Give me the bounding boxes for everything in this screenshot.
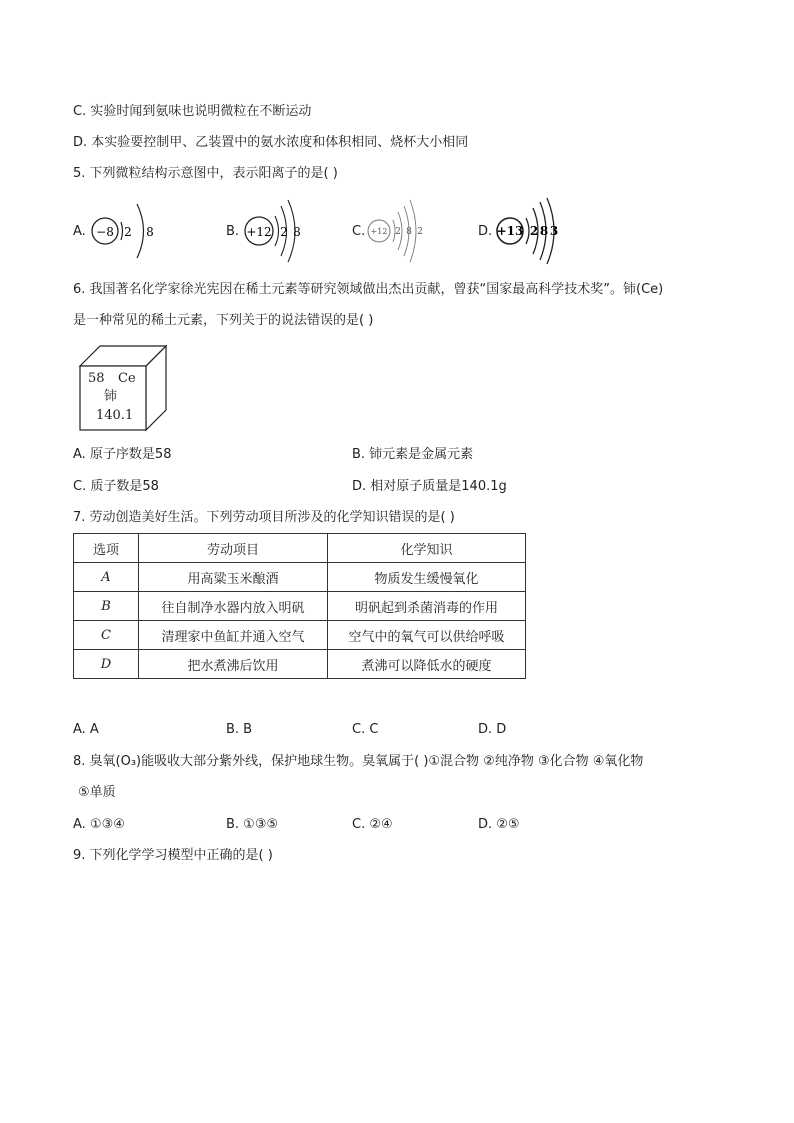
q7-option-c: C. C bbox=[352, 722, 379, 737]
table-cell: 煮沸可以降低水的硬度 bbox=[328, 650, 526, 679]
labor-chemistry-table bbox=[73, 533, 526, 679]
table-cell: A bbox=[74, 563, 139, 592]
q7-option-a: A. A bbox=[73, 722, 99, 737]
atom-diagram-d bbox=[494, 196, 568, 266]
table-row bbox=[74, 563, 526, 592]
question-8-line-1: 8. 臭氧(O₃)能吸收大部分紫外线，保护地球生物。臭氧属于( )①混合物 ②纯净物 ③化合物 ④氧化物 bbox=[73, 754, 644, 769]
q5-c-nucleus: +12 bbox=[370, 227, 388, 236]
q8-option-d: D. ②⑤ bbox=[478, 817, 520, 832]
table-cell: D bbox=[74, 650, 139, 679]
q5-d-shell-2: 8 bbox=[539, 224, 549, 238]
table-cell: 把水煮沸后饮用 bbox=[139, 650, 328, 679]
table-cell: 用高粱玉米酿酒 bbox=[139, 563, 328, 592]
element-name: 铈 bbox=[104, 389, 118, 404]
option-c-text: C. 实验时闻到氨味也说明微粒在不断运动 bbox=[73, 104, 312, 119]
table-header-cell: 选项 bbox=[74, 534, 139, 563]
table-cell: 清理家中鱼缸并通入空气 bbox=[139, 621, 328, 650]
table-cell: B bbox=[74, 592, 139, 621]
table-cell: 往自制净水器内放入明矾 bbox=[139, 592, 328, 621]
question-9: 9. 下列化学学习模型中正确的是( ) bbox=[73, 848, 273, 863]
q5-a-shell-1: 2 bbox=[124, 225, 132, 239]
q7-option-b: B. B bbox=[226, 722, 253, 737]
q6-option-d: D. 相对原子质量是140.1g bbox=[352, 479, 507, 494]
question-8-line-2: ⑤单质 bbox=[78, 785, 116, 800]
atom-diagram-b bbox=[242, 196, 312, 266]
q5-option-d-label: D. bbox=[478, 224, 493, 239]
atom-diagram-c bbox=[366, 196, 432, 266]
atom-diagram-a bbox=[88, 198, 168, 264]
q6-option-a: A. 原子序数是58 bbox=[73, 447, 172, 462]
question-7: 7. 劳动创造美好生活。下列劳动项目所涉及的化学知识错误的是( ) bbox=[73, 510, 455, 525]
q5-d-shell-3: 3 bbox=[549, 224, 559, 238]
q6-option-c: C. 质子数是58 bbox=[73, 479, 159, 494]
q5-a-nucleus: −8 bbox=[96, 225, 114, 239]
q5-option-b-label: B. bbox=[226, 224, 240, 239]
q5-option-a-label: A. bbox=[73, 224, 86, 239]
table-header-row bbox=[74, 534, 526, 563]
question-5: 5. 下列微粒结构示意图中，表示阳离子的是( ) bbox=[73, 166, 338, 181]
q5-c-shell-3: 2 bbox=[417, 227, 423, 237]
table-cell: 物质发生缓慢氧化 bbox=[328, 563, 526, 592]
q5-c-shell-1: 2 bbox=[395, 227, 401, 237]
q5-b-shell-1: 2 bbox=[280, 225, 288, 239]
element-symbol: Ce bbox=[118, 371, 136, 386]
table-header-cell: 劳动项目 bbox=[139, 534, 328, 563]
table-cell: 明矾起到杀菌消毒的作用 bbox=[328, 592, 526, 621]
option-d-text: D. 本实验要控制甲、乙装置中的氨水浓度和体积相同、烧杯大小相同 bbox=[73, 135, 469, 150]
question-6-line-2: 是一种常见的稀土元素，下列关于的说法错误的是( ) bbox=[73, 313, 374, 328]
element-mass: 140.1 bbox=[96, 408, 134, 423]
element-atomic-number: 58 bbox=[88, 371, 105, 386]
table-header-cell: 化学知识 bbox=[328, 534, 526, 563]
table-cell: 空气中的氧气可以供给呼吸 bbox=[328, 621, 526, 650]
q5-option-c-label: C. bbox=[352, 224, 366, 239]
table-row bbox=[74, 621, 526, 650]
q8-option-b: B. ①③⑤ bbox=[226, 817, 279, 832]
q7-option-d: D. D bbox=[478, 722, 507, 737]
q8-option-a: A. ①③④ bbox=[73, 817, 125, 832]
q5-c-shell-2: 8 bbox=[406, 227, 412, 237]
table-row bbox=[74, 650, 526, 679]
table-cell: C bbox=[74, 621, 139, 650]
q5-d-shell-1: 2 bbox=[529, 224, 539, 238]
table-row bbox=[74, 592, 526, 621]
q8-option-c: C. ②④ bbox=[352, 817, 393, 832]
question-6-line-1: 6. 我国著名化学家徐光宪因在稀土元素等研究领域做出杰出贡献，曾获“国家最高科学技术奖”。铈(Ce) bbox=[73, 282, 664, 297]
q5-b-nucleus: +12 bbox=[246, 225, 272, 239]
q5-a-shell-2: 8 bbox=[146, 225, 154, 239]
q5-d-nucleus: +13 bbox=[496, 224, 524, 238]
q6-option-b: B. 铈元素是金属元素 bbox=[352, 447, 474, 462]
q5-b-shell-2: 8 bbox=[293, 225, 301, 239]
